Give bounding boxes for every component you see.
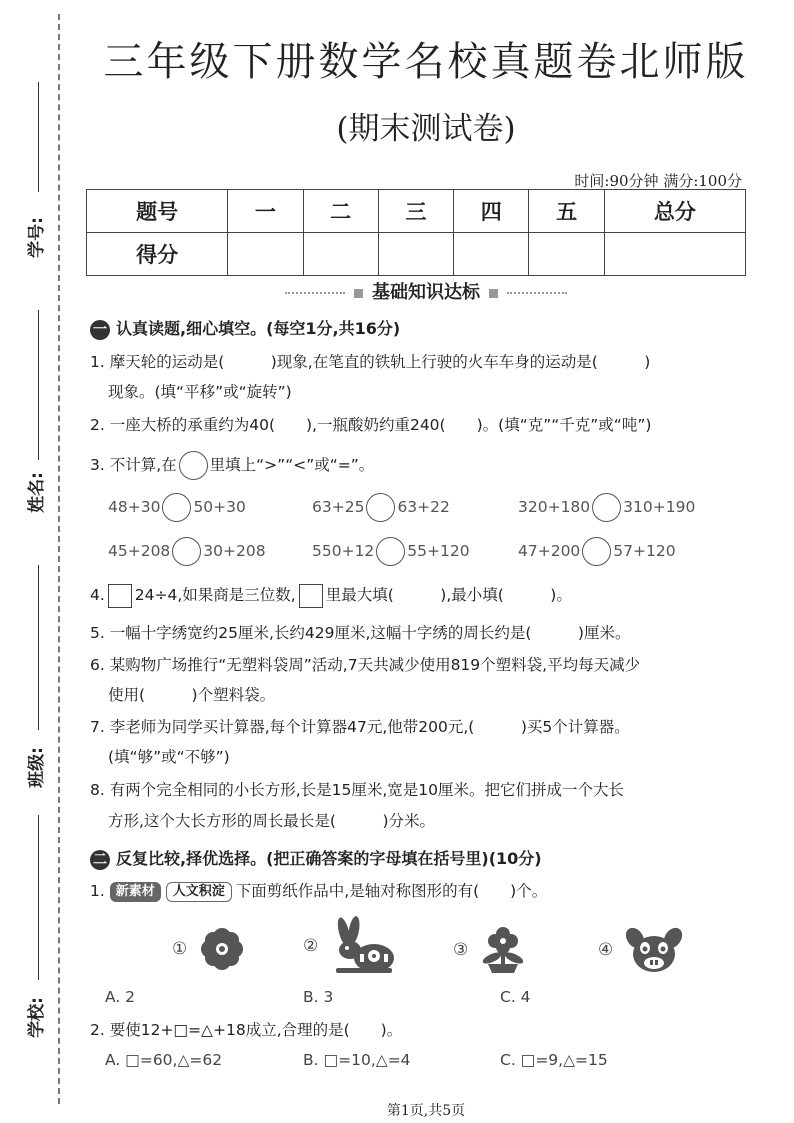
page-title: 三年级下册数学名校真题卷北师版 bbox=[103, 39, 749, 85]
picture-4 bbox=[598, 926, 683, 974]
compare-right: 63+22 bbox=[397, 498, 450, 516]
answer-circle[interactable] bbox=[179, 451, 208, 480]
score-row-label: 得分 bbox=[87, 233, 228, 276]
compare-right: 310+190 bbox=[623, 498, 696, 516]
student-id-label: 学号: bbox=[26, 217, 47, 258]
score-input-cell[interactable] bbox=[378, 233, 453, 276]
page-subtitle: (期末测试卷) bbox=[336, 111, 516, 147]
score-header-cell: 三 bbox=[378, 190, 453, 233]
name-label: 姓名: bbox=[26, 472, 47, 513]
compare-left: 63+25 bbox=[312, 498, 365, 516]
section-banner-title: 基础知识达标 bbox=[372, 282, 480, 303]
answer-circle[interactable] bbox=[366, 493, 395, 522]
rabbit-papercut-icon bbox=[330, 916, 396, 976]
question-1-line-2: 现象。(填“平移”或“旋转”) bbox=[108, 383, 292, 401]
banner-square-icon bbox=[489, 289, 498, 298]
answer-circle[interactable] bbox=[582, 537, 611, 566]
name-rule[interactable] bbox=[38, 310, 39, 460]
score-input-cell[interactable] bbox=[529, 233, 604, 276]
option-b: B. 3 bbox=[303, 988, 334, 1006]
student-id-rule[interactable] bbox=[38, 82, 39, 192]
compare-right: 30+208 bbox=[203, 542, 266, 560]
banner-square-icon bbox=[354, 289, 363, 298]
score-input-cell[interactable] bbox=[454, 233, 529, 276]
question-4-number: 4. bbox=[90, 586, 105, 604]
rabbit-face-papercut-icon bbox=[625, 926, 683, 974]
new-material-tag: 新素材 bbox=[110, 882, 161, 902]
answer-circle[interactable] bbox=[172, 537, 201, 566]
banner-decoration bbox=[507, 292, 567, 294]
banner-decoration bbox=[285, 292, 345, 294]
school-rule[interactable] bbox=[38, 815, 39, 980]
score-header-cell: 四 bbox=[454, 190, 529, 233]
compare-left: 550+12 bbox=[312, 542, 375, 560]
compare-right: 50+30 bbox=[193, 498, 246, 516]
question-6-line-1: 6. 某购物广场推行“无塑料袋周”活动,7天共减少使用819个塑料袋,平均每天减少 bbox=[90, 656, 641, 674]
answer-box[interactable] bbox=[108, 584, 132, 608]
score-table bbox=[86, 189, 746, 276]
question-7-line-2: (填“够”或“不够”) bbox=[108, 748, 230, 766]
question-8-line-1: 8. 有两个完全相同的小长方形,长是15厘米,宽是10厘米。把它们拼成一个大长 bbox=[90, 781, 625, 799]
binding-dashed-line bbox=[58, 14, 60, 1104]
potted-flower-papercut-icon bbox=[480, 926, 526, 974]
option-a: A. 2 bbox=[105, 988, 136, 1006]
question-8-line-2: 方形,这个大长方形的周长最长是( )分米。 bbox=[108, 812, 436, 830]
question-2: 2. 一座大桥的承重约为40( ),一瓶酸奶约重240( )。(填“克”“千克”或“吨”) bbox=[90, 416, 652, 434]
question-3 bbox=[90, 450, 760, 480]
compare-item bbox=[312, 537, 470, 566]
answer-circle[interactable] bbox=[376, 537, 405, 566]
question-4 bbox=[90, 580, 760, 610]
picture-3 bbox=[453, 926, 526, 974]
answer-box[interactable] bbox=[299, 584, 323, 608]
question-6-line-2: 使用( )个塑料袋。 bbox=[108, 686, 276, 704]
part-two-heading bbox=[90, 846, 542, 870]
score-input-cell[interactable] bbox=[303, 233, 378, 276]
class-label: 班级: bbox=[26, 747, 47, 788]
option-c: C. 4 bbox=[500, 988, 531, 1006]
humanities-tag: 人文积淀 bbox=[166, 882, 232, 902]
compare-right: 57+120 bbox=[613, 542, 676, 560]
compare-right: 55+120 bbox=[407, 542, 470, 560]
compare-left: 320+180 bbox=[518, 498, 591, 516]
flower-papercut-icon bbox=[199, 926, 245, 972]
question-3-prefix: 3. 不计算,在 bbox=[90, 456, 177, 474]
answer-circle[interactable] bbox=[162, 493, 191, 522]
part-one-heading bbox=[90, 316, 400, 340]
score-header-cell: 总分 bbox=[604, 190, 745, 233]
picture-label: ③ bbox=[453, 940, 469, 960]
compare-item bbox=[518, 537, 676, 566]
score-header-cell: 二 bbox=[303, 190, 378, 233]
option-b: B. □=10,△=4 bbox=[303, 1051, 411, 1069]
question-1-line-1: 1. 摩天轮的运动是( )现象,在笔直的铁轨上行驶的火车车身的运动是( ) bbox=[90, 353, 651, 371]
picture-2 bbox=[303, 916, 396, 976]
option-a: A. □=60,△=62 bbox=[105, 1051, 223, 1069]
compare-item bbox=[108, 493, 246, 522]
compare-left: 48+30 bbox=[108, 498, 161, 516]
question-text: 下面剪纸作品中,是轴对称图形的有( )个。 bbox=[235, 882, 548, 900]
school-label: 学校: bbox=[26, 997, 47, 1038]
compare-left: 47+200 bbox=[518, 542, 581, 560]
picture-label: ① bbox=[172, 939, 188, 959]
compare-item bbox=[518, 493, 695, 522]
compare-item bbox=[108, 537, 266, 566]
score-table-score-row bbox=[87, 233, 746, 276]
picture-1 bbox=[172, 926, 245, 972]
question-5: 5. 一幅十字绣宽约25厘米,长约429厘米,这幅十字绣的周长约是( )厘米。 bbox=[90, 624, 631, 642]
part-heading-text: 反复比较,择优选择。(把正确答案的字母填在括号里)(10分) bbox=[116, 849, 542, 868]
option-c: C. □=9,△=15 bbox=[500, 1051, 608, 1069]
section-banner bbox=[58, 278, 794, 304]
score-input-cell[interactable] bbox=[604, 233, 745, 276]
exam-info: 时间:90分钟 满分:100分 bbox=[574, 172, 742, 190]
answer-circle[interactable] bbox=[592, 493, 621, 522]
score-header-cell: 一 bbox=[228, 190, 303, 233]
part2-question-2: 2. 要使12+□=△+18成立,合理的是( )。 bbox=[90, 1021, 403, 1039]
score-header-cell: 五 bbox=[529, 190, 604, 233]
part-heading-text: 认真读题,细心填空。(每空1分,共16分) bbox=[116, 319, 401, 338]
question-number: 1. bbox=[90, 882, 105, 900]
score-header-cell: 题号 bbox=[87, 190, 228, 233]
part-number-badge: 一 bbox=[90, 320, 110, 340]
question-4-suffix: 里最大填( ),最小填( )。 bbox=[325, 586, 572, 604]
compare-left: 45+208 bbox=[108, 542, 171, 560]
question-7-line-1: 7. 李老师为同学买计算器,每个计算器47元,他带200元,( )买5个计算器。 bbox=[90, 718, 630, 736]
question-4-middle: 24÷4,如果商是三位数, bbox=[134, 586, 296, 604]
part2-question-1 bbox=[90, 876, 760, 906]
question-3-suffix: 里填上“>”“<”或“=”。 bbox=[209, 456, 375, 474]
page-footer: 第1页,共5页 bbox=[386, 1103, 466, 1119]
picture-label: ④ bbox=[598, 940, 614, 960]
compare-item bbox=[312, 493, 450, 522]
picture-label: ② bbox=[303, 936, 319, 956]
score-input-cell[interactable] bbox=[228, 233, 303, 276]
class-rule[interactable] bbox=[38, 565, 39, 730]
part-number-badge: 二 bbox=[90, 850, 110, 870]
score-table-header-row bbox=[87, 190, 746, 233]
